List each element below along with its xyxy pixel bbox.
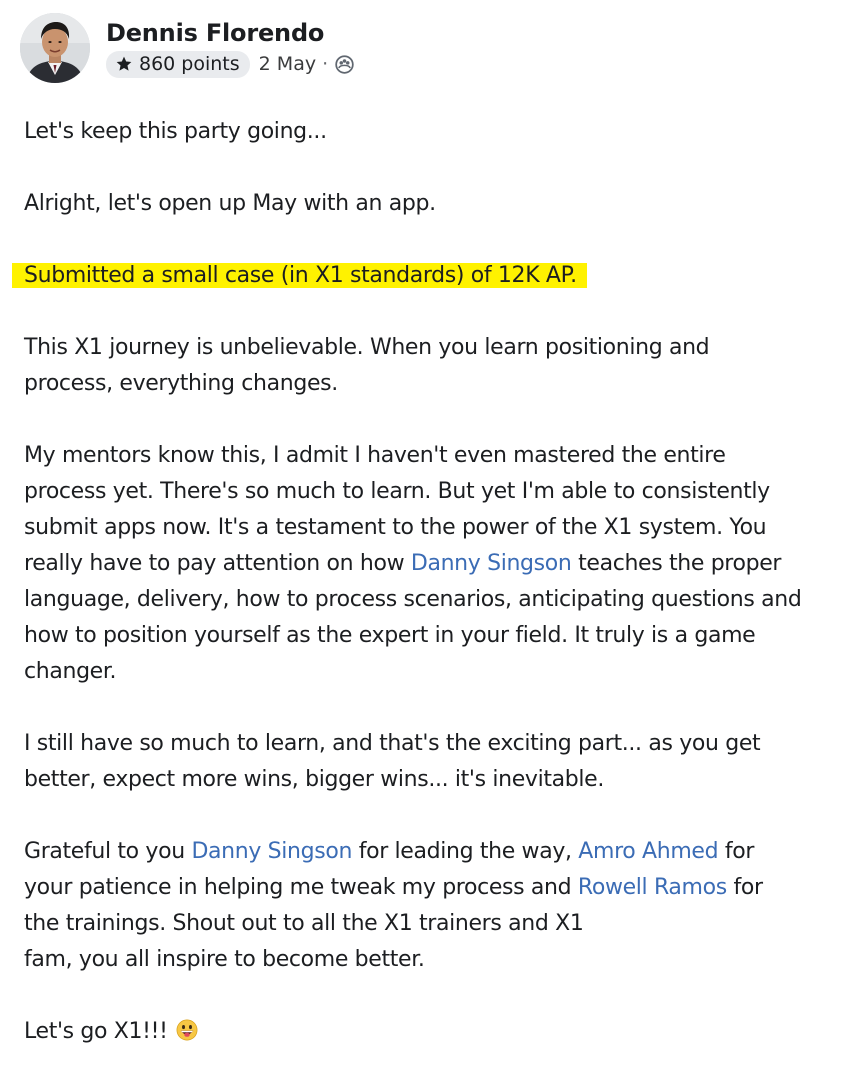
post-text: for: [726, 875, 763, 900]
post-text: for: [718, 839, 755, 864]
post-text: language, delivery, how to process scenarios, anticipating questions and: [24, 587, 802, 612]
avatar-photo-icon: [20, 13, 90, 83]
post-text: submit apps now. It's a testament to the power of the X1 system. You: [24, 515, 767, 540]
header-text: [106, 18, 355, 78]
group-audience-icon[interactable]: [334, 54, 355, 75]
post-text: Let's go X1!!!: [24, 1019, 168, 1044]
post-text: teaches the proper: [571, 551, 782, 576]
post-text: process yet. There's so much to learn. But yet I'm able to consistently: [24, 479, 770, 504]
post-text: really have to pay attention on how: [24, 551, 411, 576]
post-date[interactable]: 2 May: [258, 53, 317, 75]
post-paragraph-7: [24, 834, 839, 978]
post-paragraph-4: [24, 330, 839, 402]
post-text: changer.: [24, 659, 117, 684]
post-text: Alright, let's open up May with an app.: [24, 191, 436, 216]
post-text: better, expect more wins, bigger wins... it's inevitable.: [24, 767, 604, 792]
post-meta: [106, 50, 355, 78]
post-text: This X1 journey is unbelievable. When you learn positioning and: [24, 335, 710, 360]
post-text: the trainings. Shout out to all the X1 trainers and X1: [24, 911, 584, 936]
post-text: Let's keep this party going...: [24, 119, 327, 144]
profile-avatar[interactable]: [20, 13, 90, 83]
post-text: fam, you all inspire to become better.: [24, 947, 425, 972]
points-badge[interactable]: [106, 51, 250, 78]
post-text: Grateful to you: [24, 839, 192, 864]
post-text: how to position yourself as the expert in your field. It truly is a game: [24, 623, 756, 648]
post-paragraph-6: [24, 726, 839, 798]
author-name[interactable]: Dennis Florendo: [106, 19, 325, 47]
grinning-tongue-emoji-icon: [176, 1017, 198, 1039]
post-paragraph-8: [24, 1014, 839, 1050]
post-text: My mentors know this, I admit I haven't even mastered the entire: [24, 443, 726, 468]
mention-amro-ahmed[interactable]: Amro Ahmed: [578, 839, 719, 864]
star-icon: [115, 55, 133, 73]
post-body: [24, 114, 839, 1086]
mention-rowell-ramos[interactable]: Rowell Ramos: [577, 875, 727, 900]
meta-separator: ·: [322, 53, 329, 75]
post-text: process, everything changes.: [24, 371, 338, 396]
post-header: [20, 12, 355, 84]
points-label: 860 points: [139, 53, 240, 75]
post-paragraph-3: [24, 258, 839, 294]
post-paragraph-2: [24, 186, 839, 222]
post-text: for leading the way,: [352, 839, 579, 864]
post-text: your patience in helping me tweak my process and: [24, 875, 578, 900]
post-text: I still have so much to learn, and that's the exciting part... as you get: [24, 731, 761, 756]
mention-danny-singson[interactable]: Danny Singson: [191, 839, 353, 864]
mention-danny-singson[interactable]: Danny Singson: [410, 551, 572, 576]
highlighted-text: Submitted a small case (in X1 standards) of 12K AP.: [12, 263, 587, 288]
post-paragraph-1: [24, 114, 839, 150]
post-paragraph-5: [24, 438, 839, 690]
